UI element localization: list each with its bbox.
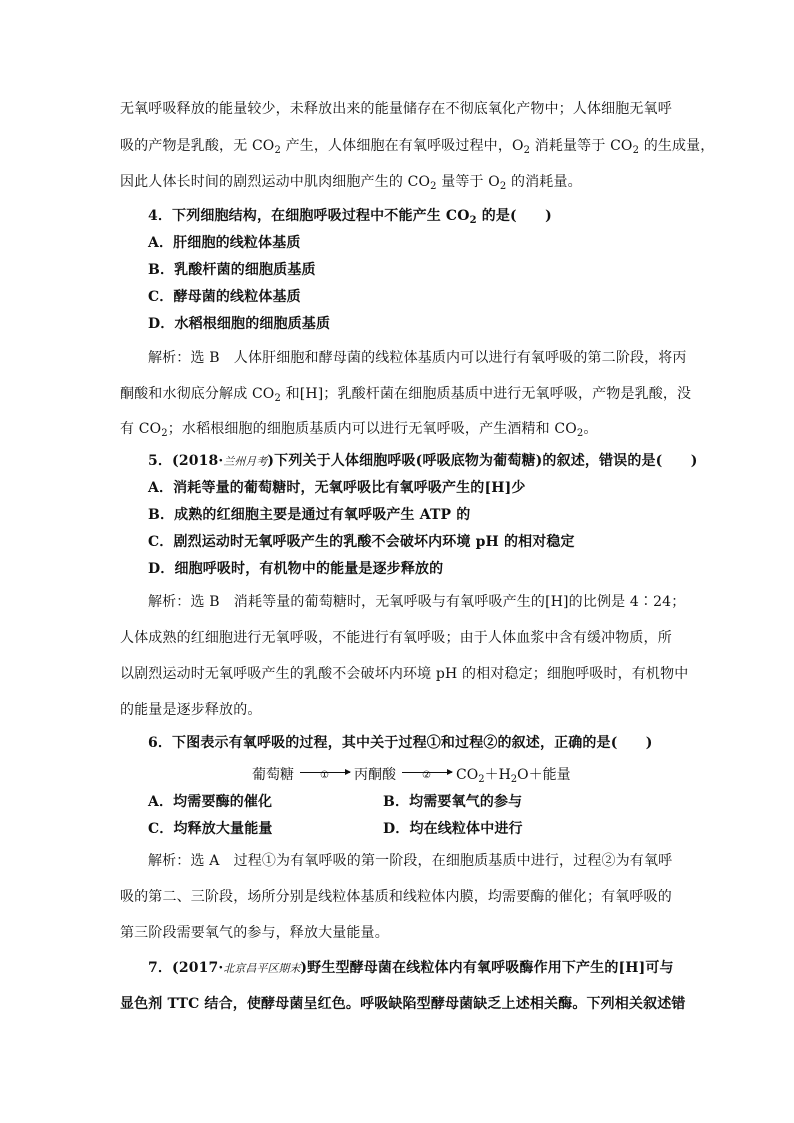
question-6-option-c: C．均释放大量能量 bbox=[148, 821, 273, 837]
question-4-explanation-line-3: 有 $CO_2$；水稻根细胞的细胞质基质内可以进行无氧呼吸，产生酒精和 $CO_2$。 bbox=[120, 421, 598, 439]
question-5-explanation-line-4: 的能量是逐步释放的。 bbox=[120, 702, 262, 718]
question-5-option-b: B．成熟的红细胞主要是通过有氧呼吸产生 ATP 的 bbox=[148, 507, 471, 523]
question-4-option-b: B．乳酸杆菌的细胞质基质 bbox=[148, 262, 316, 278]
question-5-option-a: A．消耗等量的葡萄糖时，无氧呼吸比有氧呼吸产生的[H]少 bbox=[148, 480, 526, 496]
question-6-explanation-line-2: 吸的第二、三阶段，场所分别是线粒体基质和线粒体内膜，均需要酶的催化；有氧呼吸的 bbox=[120, 889, 672, 905]
equation-arrow-2 bbox=[402, 770, 452, 781]
equation-step-2-label: ② bbox=[422, 770, 431, 781]
question-5-option-d: D．细胞呼吸时，有机物中的能量是逐步释放的 bbox=[148, 561, 444, 577]
equation-arrow-1 bbox=[300, 770, 350, 781]
intro-line-1: 无氧呼吸释放的能量较少，未释放出来的能量储存在不彻底氧化产物中；人体细胞无氧呼 bbox=[120, 101, 672, 117]
question-5-option-c: C．剧烈运动时无氧呼吸产生的乳酸不会破坏内环境 pH 的相对稳定 bbox=[148, 534, 575, 550]
question-7-stem-line-2: 显色剂 TTC 结合，使酵母菌呈红色。呼吸缺陷型酵母菌缺乏上述相关酶。下列相关叙述错 bbox=[120, 996, 686, 1012]
question-5-stem: 5．(2018·兰州月考)下列关于人体细胞呼吸(呼吸底物为葡萄糖)的叙述，错误的是( ) bbox=[148, 453, 698, 469]
question-6-option-d: D．均在线粒体中进行 bbox=[383, 821, 523, 837]
question-7-stem-line-1: 7．(2017·北京昌平区期末)野生型酵母菌在线粒体内有氧呼吸酶作用下产生的[H]可与 bbox=[148, 960, 674, 976]
question-7-source: 北京昌平区期末 bbox=[223, 962, 301, 975]
question-4-option-d: D．水稻根细胞的细胞质基质 bbox=[148, 316, 331, 332]
question-4-explanation-line-2: 酮酸和水彻底分解成 $CO_2$ 和[H]；乳酸杆菌在细胞质基质中进行无氧呼吸，产物是乳酸，没 bbox=[120, 386, 692, 404]
intro-line-3: 因此人体长时间的剧烈运动中肌肉细胞产生的 $CO_2$ 量等于 $O_2$ 的消耗量。 bbox=[120, 174, 582, 192]
intro-line-2: 吸的产物是乳酸，无 $CO_2$ 产生，人体细胞在有氧呼吸过程中，$O_2$ 消耗量等于 $CO_2$ 的生成量， bbox=[120, 138, 715, 156]
question-6-explanation-line-1: 解析：选 A 过程①为有氧呼吸的第一阶段，在细胞质基质中进行，过程②为有氧呼 bbox=[148, 853, 673, 869]
question-6-stem: 6．下图表示有氧呼吸的过程，其中关于过程①和过程②的叙述，正确的是( ) bbox=[148, 735, 653, 751]
question-6-option-b: B．均需要氧气的参与 bbox=[383, 794, 523, 810]
question-4-stem: 4．下列细胞结构，在细胞呼吸过程中不能产生 $CO_2$ 的是( ) bbox=[148, 208, 552, 226]
question-5-source: 兰州月考 bbox=[223, 455, 268, 468]
equation-pyruvate: 丙酮酸 bbox=[354, 767, 396, 783]
question-5-explanation-line-2: 人体成熟的红细胞进行无氧呼吸，不能进行有氧呼吸；由于人体血浆中含有缓冲物质，所 bbox=[120, 630, 672, 646]
question-6-explanation-line-3: 第三阶段需要氧气的参与，释放大量能量。 bbox=[120, 925, 389, 941]
question-6-option-a: A．均需要酶的催化 bbox=[148, 794, 273, 810]
question-4-explanation-line-1: 解析：选 B 人体肝细胞和酵母菌的线粒体基质内可以进行有氧呼吸的第二阶段，将丙 bbox=[148, 350, 687, 366]
equation-step-1-label: ① bbox=[320, 770, 329, 781]
equation-products: $CO_2+H_2O+$能量 bbox=[456, 767, 571, 785]
question-4-option-c: C．酵母菌的线粒体基质 bbox=[148, 289, 301, 305]
question-5-explanation-line-1: 解析：选 B 消耗等量的葡萄糖时，无氧呼吸与有氧呼吸产生的[H]的比例是 4∶24； bbox=[148, 594, 686, 610]
question-4-option-a: A．肝细胞的线粒体基质 bbox=[148, 235, 301, 251]
equation-glucose: 葡萄糖 bbox=[252, 767, 294, 783]
question-5-explanation-line-3: 以剧烈运动时无氧呼吸产生的乳酸不会破坏内环境 pH 的相对稳定；细胞呼吸时，有机物中 bbox=[120, 666, 689, 682]
